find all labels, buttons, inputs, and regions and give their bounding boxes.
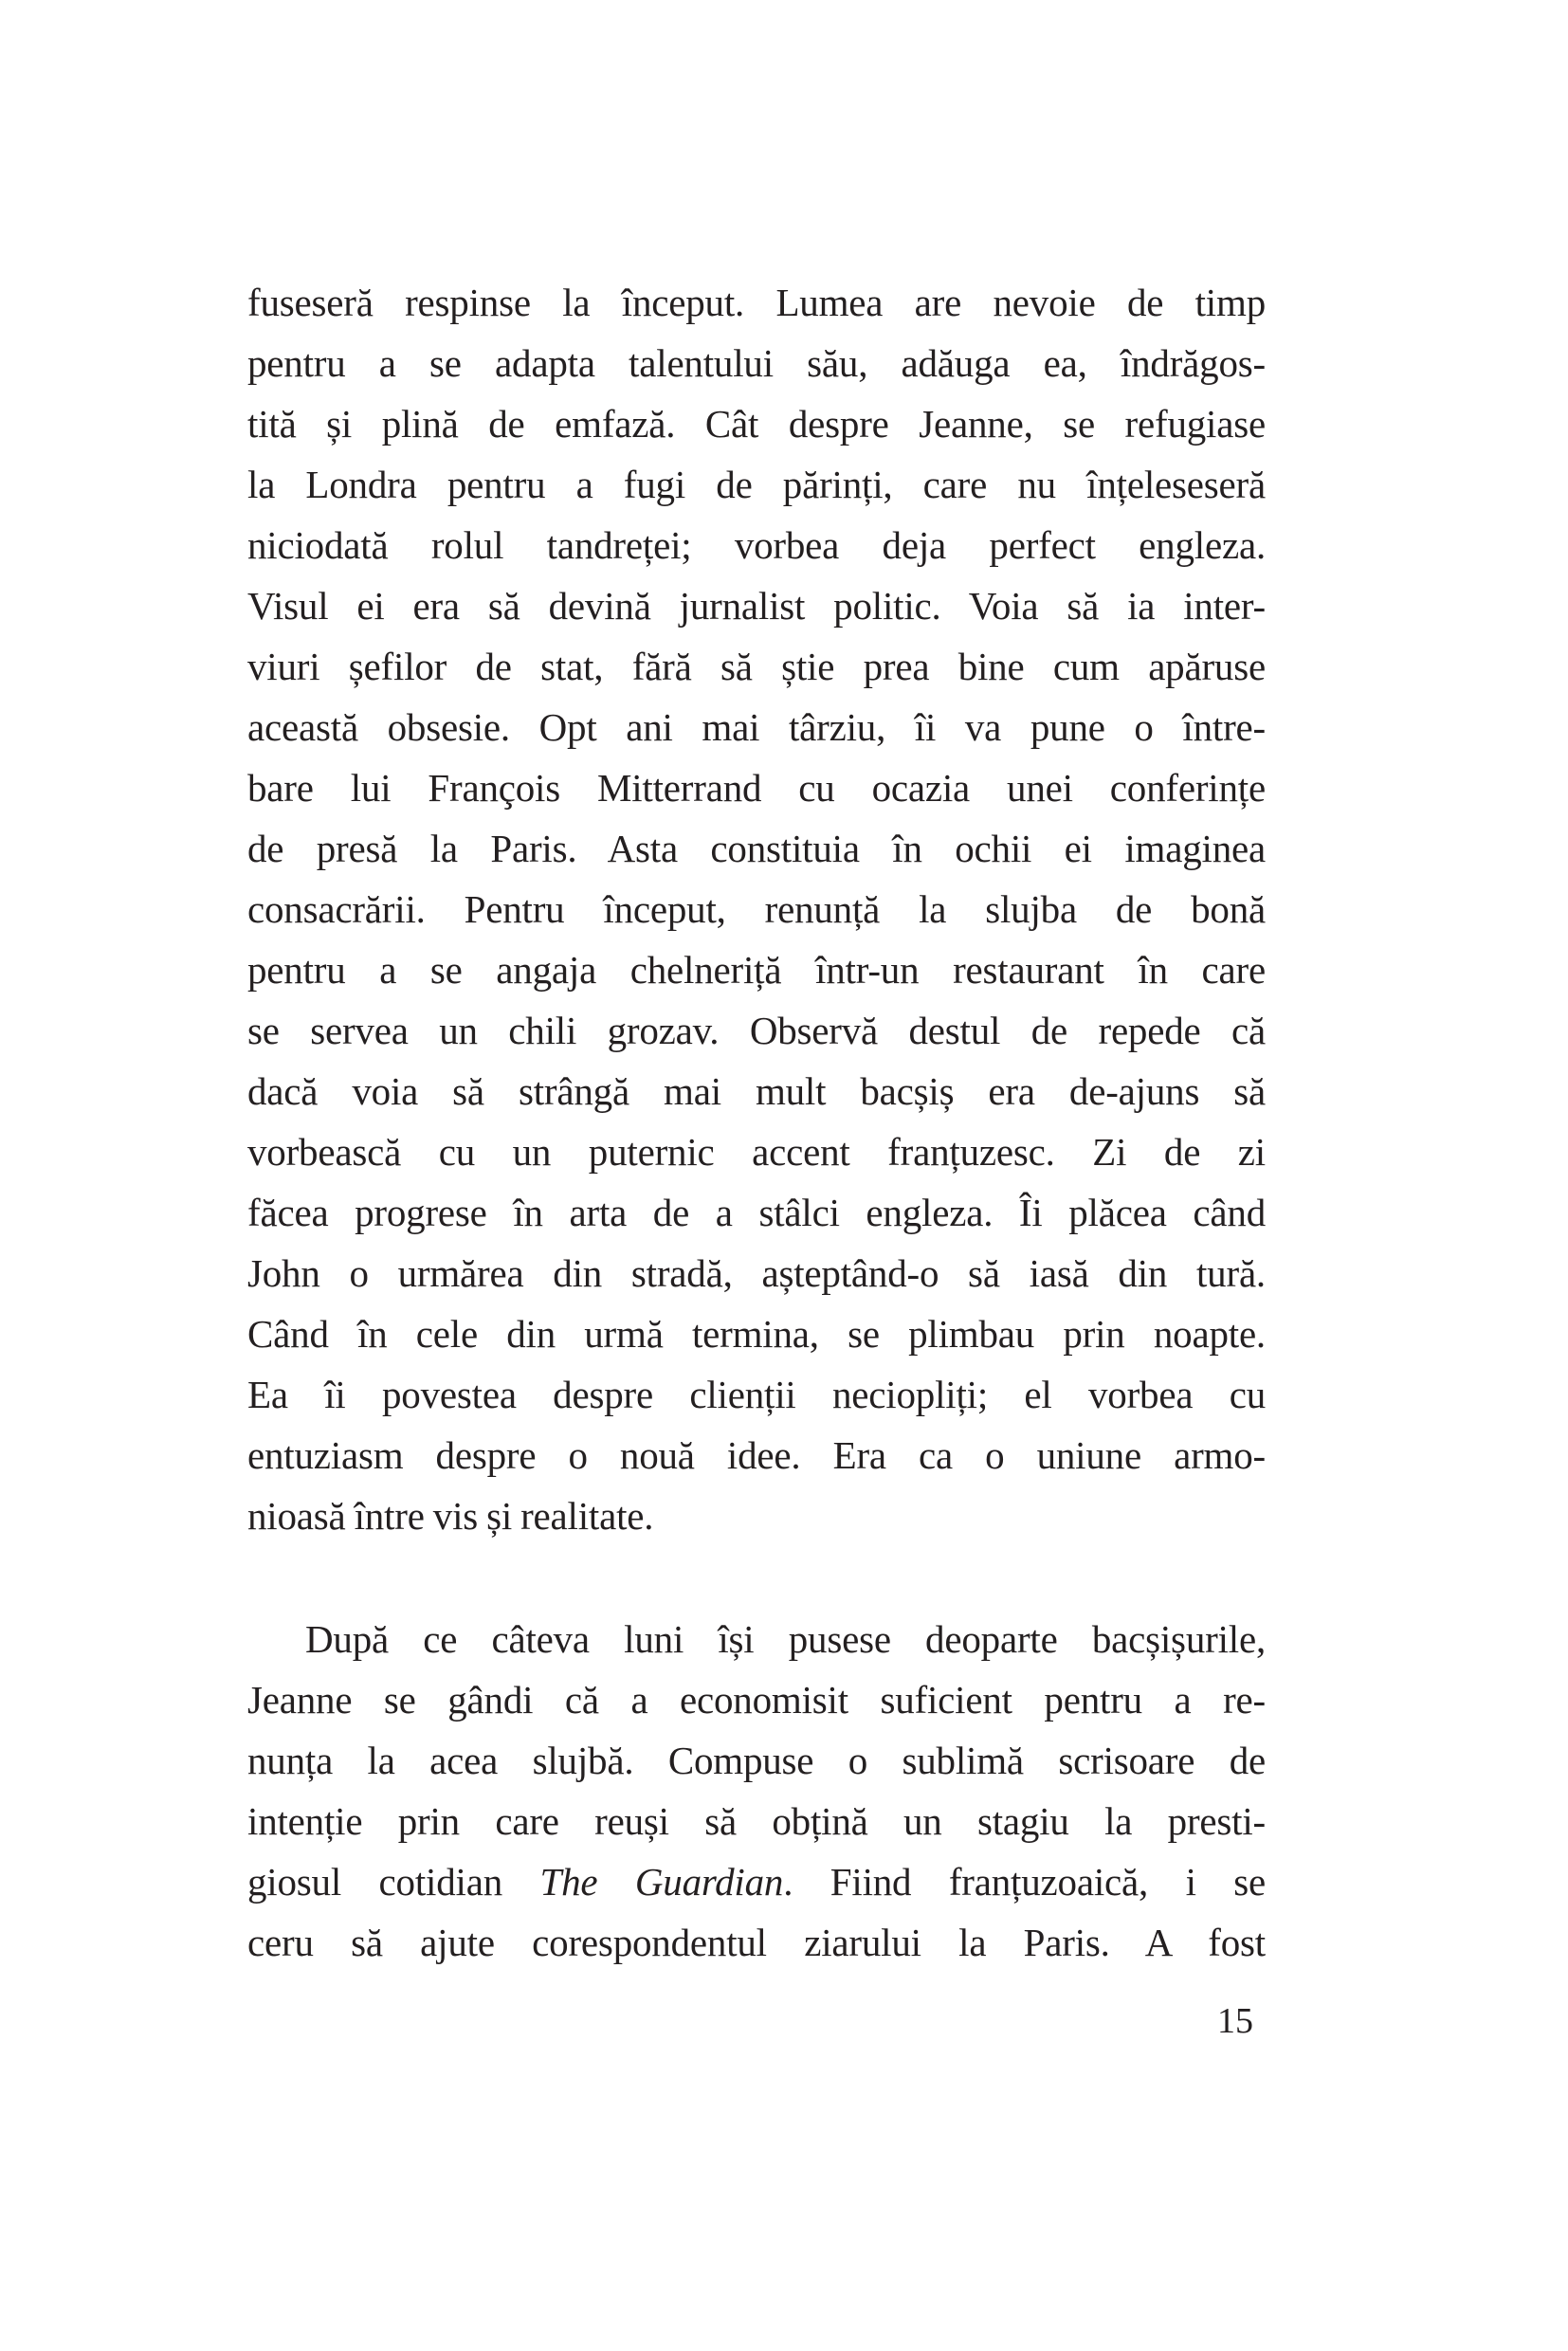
- text-line: niciodată rolul tandreței; vorbea deja perfect engleza.: [247, 523, 1266, 567]
- text-line: de presă la Paris. Asta constituia în ochii ei imaginea: [247, 827, 1266, 870]
- page-number: 15: [1217, 2001, 1253, 2041]
- text-line: viuri șefilor de stat, fără să știe prea bine cum apăruse: [247, 645, 1266, 688]
- text-line: făcea progrese în arta de a stâlci engleza. Îi plăcea când: [247, 1191, 1266, 1234]
- text-line: Ea îi povestea despre clienții neciopliți; el vorbea cu: [247, 1373, 1266, 1416]
- text-line-with-italic: [247, 1851, 1266, 1912]
- text-line: Când în cele din urmă termina, se plimbau prin noapte.: [247, 1312, 1266, 1356]
- text-line: John o urmărea din stradă, așteptând-o să iasă din tură.: [247, 1251, 1266, 1295]
- text-segment: giosul cotidian: [247, 1860, 540, 1904]
- text-line: dacă voia să strângă mai mult bacșiș era de-ajuns să: [247, 1069, 1266, 1113]
- text-line: fuseseră respinse la început. Lumea are nevoie de timp: [247, 281, 1266, 324]
- text-segment: . Fiind franțuzoaică, i se: [783, 1860, 1266, 1904]
- text-line: ceru să ajute corespondentul ziarului la Paris. A fost: [247, 1921, 1266, 1964]
- text-line: vorbească cu un puternic accent franțuzesc. Zi de zi: [247, 1130, 1266, 1174]
- text-line: bare lui François Mitterrand cu ocazia unei conferințe: [247, 766, 1266, 810]
- text-line: Jeanne se gândi că a economisit suficient pentru a re-: [247, 1678, 1266, 1722]
- paragraph-2: [247, 1609, 1266, 1973]
- text-line: nioasă între vis și realitate.: [247, 1494, 654, 1538]
- text-line: consacrării. Pentru început, renunță la slujba de bonă: [247, 887, 1266, 931]
- text-line: pentru a se adapta talentului său, adăuga ea, îndrăgos-: [247, 341, 1266, 385]
- text-line: intenție prin care reuși să obțină un stagiu la presti-: [247, 1799, 1266, 1843]
- text-line: pentru a se angaja chelneriță într-un restaurant în care: [247, 948, 1266, 992]
- newspaper-title: The Guardian: [539, 1860, 784, 1904]
- text-line: la Londra pentru a fugi de părinți, care nu înțeleseseră: [247, 463, 1266, 506]
- text-line: această obsesie. Opt ani mai târziu, îi va pune o între-: [247, 705, 1266, 749]
- text-line: După ce câteva luni își pusese deoparte bacșișurile,: [305, 1617, 1266, 1661]
- text-line: se servea un chili grozav. Observă destul de repede că: [247, 1009, 1266, 1052]
- text-line: nunța la acea slujbă. Compuse o sublimă scrisoare de: [247, 1739, 1266, 1782]
- text-line: entuziasm despre o nouă idee. Era ca o uniune armo-: [247, 1433, 1266, 1477]
- paragraph-spacer: [247, 1546, 1266, 1609]
- body-text: [247, 272, 1266, 1973]
- text-line: Visul ei era să devină jurnalist politic. Voia să ia inter-: [247, 584, 1266, 628]
- paragraph-1: [247, 272, 1266, 1546]
- text-line: tită și plină de emfază. Cât despre Jeanne, se refugiase: [247, 402, 1266, 446]
